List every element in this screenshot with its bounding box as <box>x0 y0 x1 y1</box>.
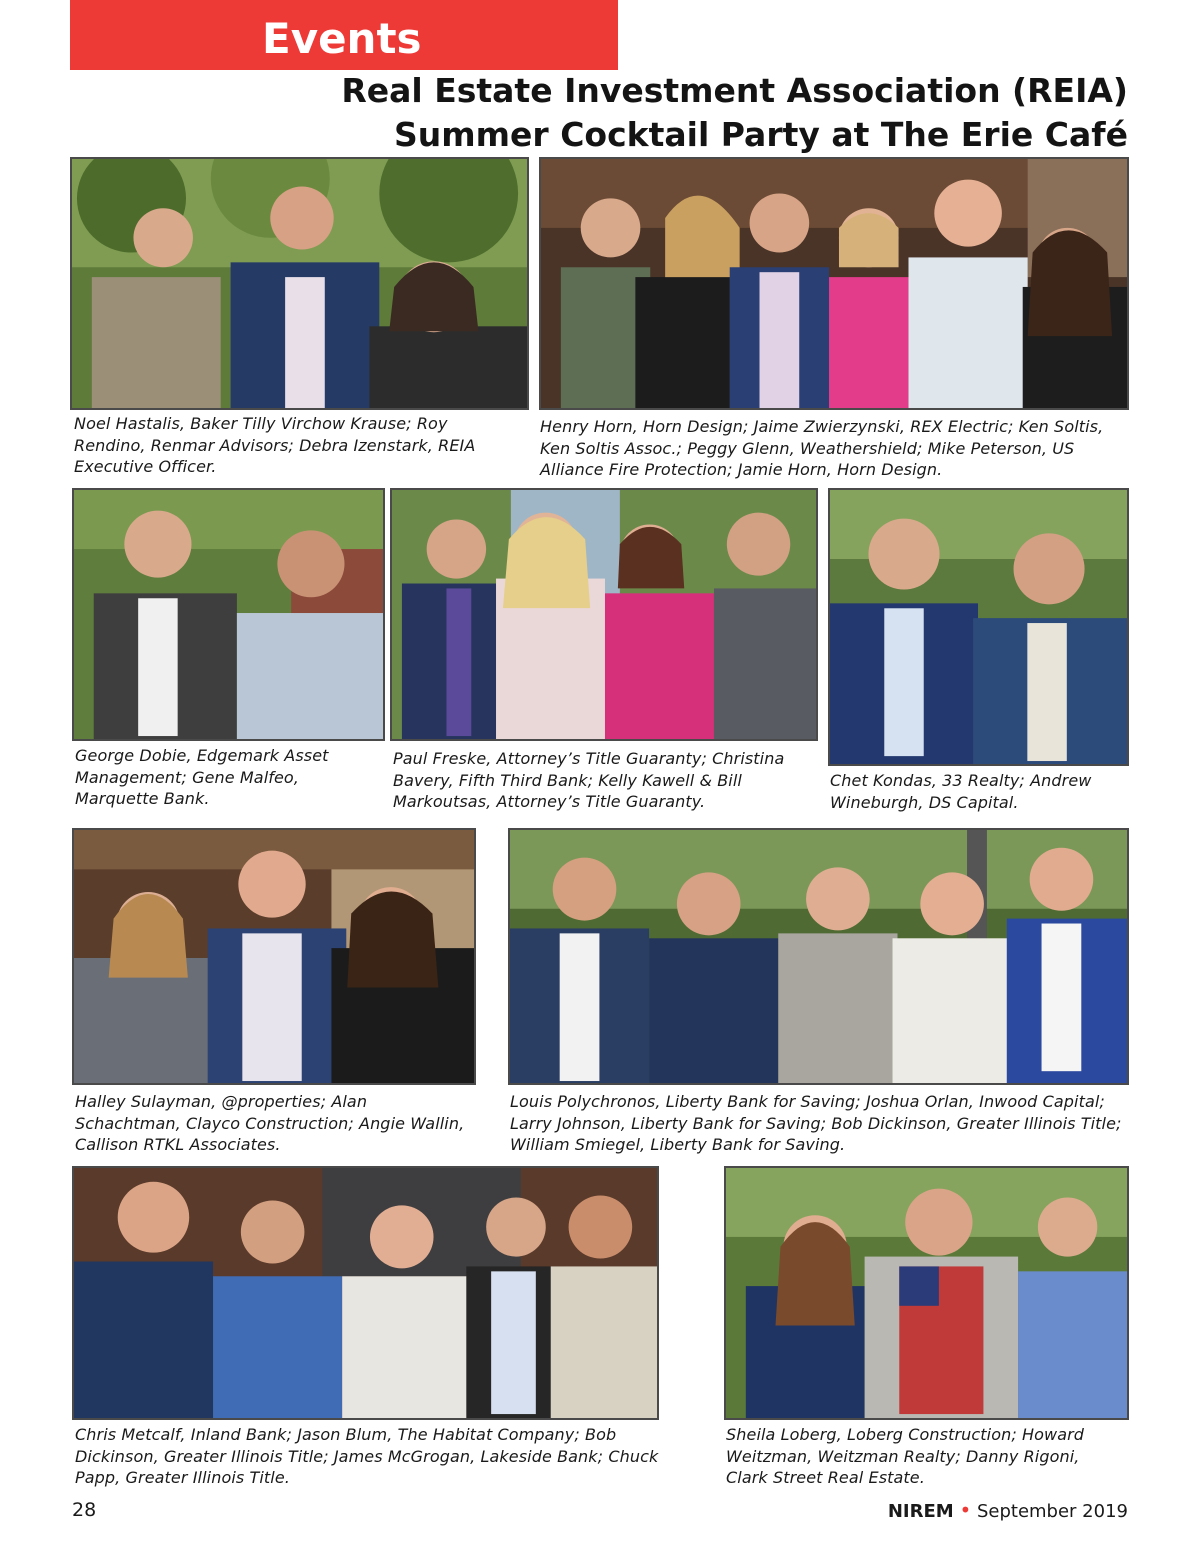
photo-caption-9: Sheila Loberg, Loberg Construction; Howard Weitzman, Weitzman Realty; Danny Rigoni, Clark Street Real Estate. <box>726 1425 1085 1487</box>
article-title-line2: Summer Cocktail Party at The Erie Café <box>394 115 1128 154</box>
event-photo-5 <box>828 488 1129 766</box>
event-photo-9 <box>724 1166 1129 1420</box>
event-photo-4 <box>390 488 818 741</box>
footer-publication <box>888 1498 1128 1524</box>
section-banner <box>70 0 618 70</box>
event-photo-7 <box>508 828 1129 1085</box>
event-photo-6 <box>72 828 476 1085</box>
section-label: Events <box>262 14 422 63</box>
issue-date: September 2019 <box>976 1501 1128 1522</box>
photo-caption-2: Henry Horn, Horn Design; Jaime Zwierzynski, REX Electric; Ken Soltis, Ken Soltis Assoc.; Peggy Glenn, Weathershield; Mike Peterson, US Alliance Fire Protection; Jamie Horn, Horn Design. <box>540 417 1104 479</box>
magazine-name: NIREM <box>887 1501 954 1522</box>
photo-caption-6: Halley Sulayman, @properties; Alan Schachtman, Clayco Construction; Angie Wallin, Callison RTKL Associates. <box>75 1092 465 1154</box>
photo-caption-5: Chet Kondas, 33 Realty; Andrew Wineburgh, DS Capital. <box>830 771 1092 812</box>
article-title-line1: Real Estate Investment Association (REIA) <box>341 71 1128 110</box>
event-photo-1 <box>70 157 529 410</box>
event-photo-8 <box>72 1166 659 1420</box>
page-number: 28 <box>72 1499 97 1521</box>
event-photo-2 <box>539 157 1129 410</box>
photo-caption-8: Chris Metcalf, Inland Bank; Jason Blum, The Habitat Company; Bob Dickinson, Greater Illinois Title; James McGrogan, Lakeside Bank; Chuck Papp, Greater Illinois Title. <box>75 1425 659 1487</box>
photo-caption-1: Noel Hastalis, Baker Tilly Virchow Krause; Roy Rendino, Renmar Advisors; Debra Izenstark, REIA Executive Officer. <box>74 414 476 476</box>
event-photo-3 <box>72 488 385 741</box>
photo-caption-3: George Dobie, Edgemark Asset Management; Gene Malfeo, Marquette Bank. <box>75 746 329 808</box>
photo-caption-7: Louis Polychronos, Liberty Bank for Saving; Joshua Orlan, Inwood Capital; Larry Johnson, Liberty Bank for Saving; Bob Dickinson, Greater Illinois Title; William Smiegel, Liberty Bank for Saving. <box>510 1092 1122 1154</box>
footer-bullet: • <box>959 1498 972 1522</box>
photo-caption-4: Paul Freske, Attorney’s Title Guaranty; Christina Bavery, Fifth Third Bank; Kelly Kawell & Bill Markoutsas, Attorney’s Title Guaranty. <box>393 749 785 811</box>
